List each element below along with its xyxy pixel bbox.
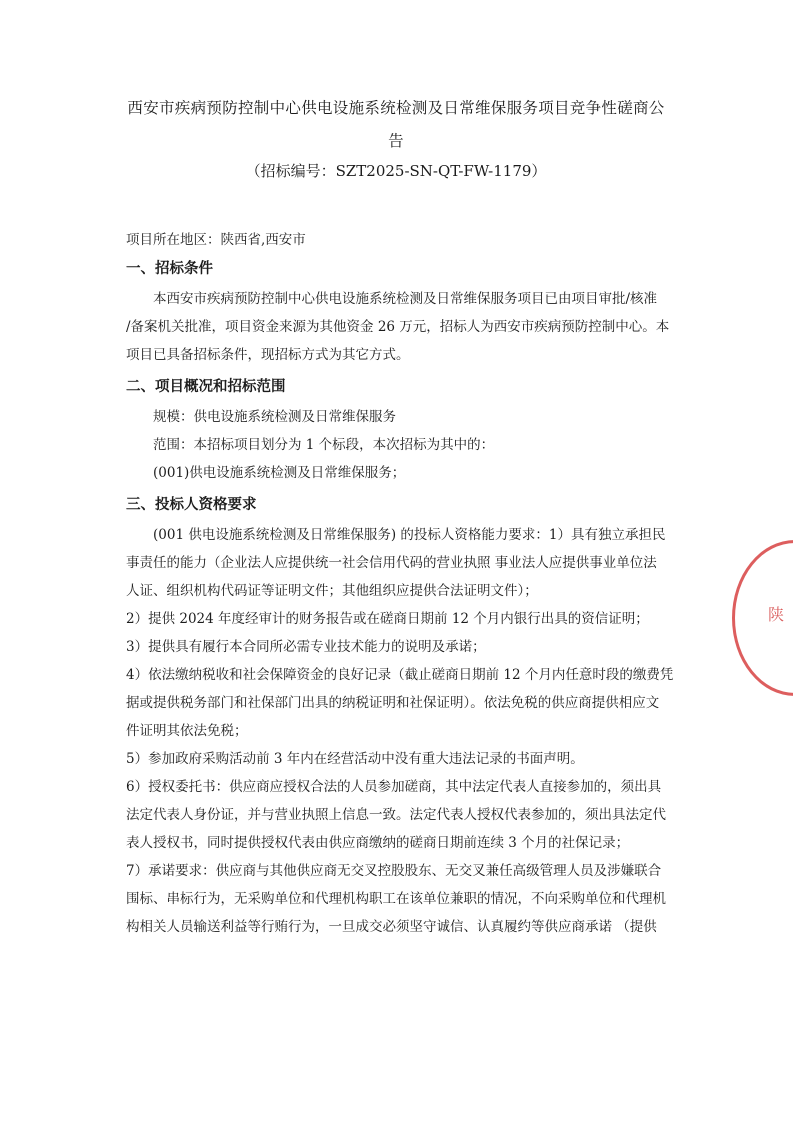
- requirement-item-2: 2）提供 2024 年度经审计的财务报告或在磋商日期前 12 个月内银行出具的资信证明；: [126, 611, 649, 627]
- section-2-scope: 范围：本招标项目划分为 1 个标段，本次招标为其中的：: [153, 437, 495, 453]
- section-3-heading: 三、投标人资格要求: [126, 497, 257, 513]
- requirement-item-7: 7）承诺要求：供应商与其他供应商无交叉控股股东、无交叉兼任高级管理人员及涉嫌联合: [126, 863, 662, 879]
- section-2-heading: 二、项目概况和招标范围: [126, 379, 286, 395]
- title-line-1: 西安市疾病预防控制中心供电设施系统检测及日常维保服务项目竞争性磋商公: [127, 99, 665, 117]
- project-region: 项目所在地区：陕西省,西安市: [126, 232, 306, 248]
- requirement-item-3: 3）提供具有履行本合同所必需专业技术能力的说明及承诺；: [126, 639, 486, 655]
- requirement-item-4-cont: 件证明其依法免税；: [126, 723, 248, 739]
- section-3-intro-line: (001 供电设施系统检测及日常维保服务) 的投标人资格能力要求：1）具有独立承担民: [153, 527, 666, 543]
- section-1-line: 本西安市疾病预防控制中心供电设施系统检测及日常维保服务项目已由项目审批/核准: [153, 291, 658, 307]
- requirement-item-6: 6）授权委托书：供应商应授权合法的人员参加磋商，其中法定代表人直接参加的，须出具: [126, 779, 662, 795]
- section-3-intro-line: 事责任的能力（企业法人应提供统一社会信用代码的营业执照 事业法人应提供事业单位法: [126, 555, 657, 571]
- requirement-item-7-cont: 围标、串标行为，无采购单位和代理机构职工在该单位兼职的情况，不向采购单位和代理机: [126, 891, 666, 907]
- requirement-item-4: 4）依法缴纳税收和社会保障资金的良好记录（截止磋商日期前 12 个月内任意时段的缴费凭: [126, 667, 674, 683]
- section-3-intro-line: 人证、组织机构代码证等证明文件；其他组织应提供合法证明文件）；: [126, 583, 538, 599]
- requirement-item-7-cont: 构相关人员输送利益等行贿行为，一旦成交必须坚守诚信、认真履约等供应商承诺 （提供: [126, 919, 657, 935]
- requirement-item-4-cont: 据或提供税务部门和社保部门出具的纳税证明和社保证明）。依法免税的供应商提供相应文: [126, 695, 660, 711]
- section-2-lot: (001)供电设施系统检测及日常维保服务；: [153, 465, 406, 481]
- bid-code: （招标编号：SZT2025-SN-QT-FW-1179）: [245, 162, 547, 180]
- section-1-heading: 一、招标条件: [126, 261, 213, 277]
- official-seal-char: 陕: [768, 605, 785, 624]
- section-2-scale: 规模：供电设施系统检测及日常维保服务: [153, 409, 396, 425]
- document-title: [110, 92, 682, 158]
- title-line-2: 告: [388, 132, 404, 150]
- section-1-line: /备案机关批准，项目资金来源为其他资金 26 万元，招标人为西安市疾病预防控制中心。本: [126, 319, 670, 335]
- section-1-line: 项目已具备招标条件，现招标方式为其它方式。: [126, 347, 410, 363]
- requirement-item-6-cont: 表人授权书，同时提供授权代表由供应商缴纳的磋商日期前连续 3 个月的社保记录；: [126, 835, 630, 851]
- document-body: [126, 226, 694, 941]
- requirement-item-6-cont: 法定代表人身份证，并与营业执照上信息一致。法定代表人授权代表参加的，须出具法定代: [126, 807, 666, 823]
- requirement-item-5: 5）参加政府采购活动前 3 年内在经营活动中没有重大违法记录的书面声明。: [126, 751, 584, 767]
